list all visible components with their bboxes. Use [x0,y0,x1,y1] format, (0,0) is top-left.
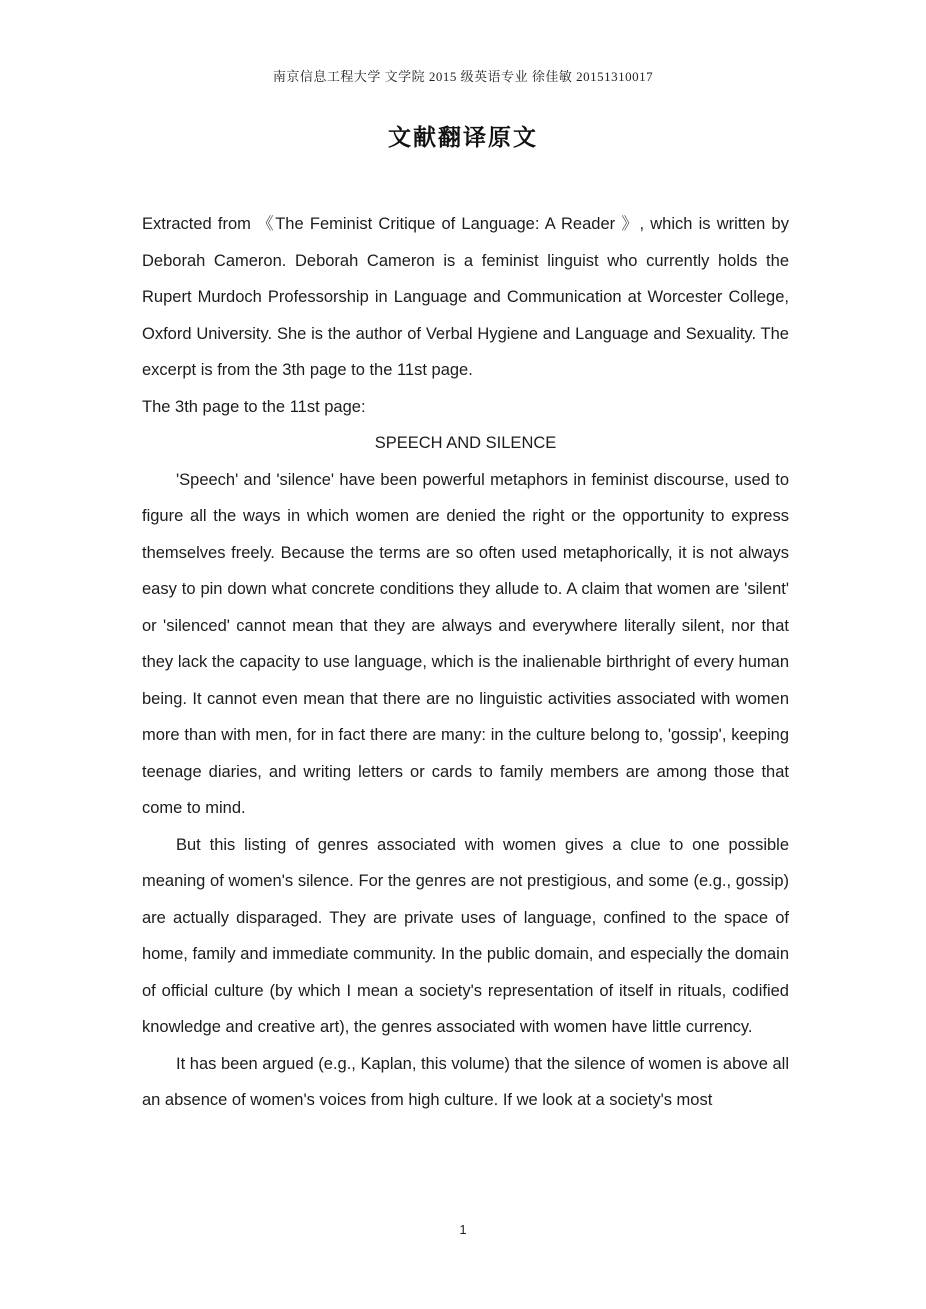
body-paragraph-2: But this listing of genres associated with women gives a clue to one possible meaning of women's silence. For the genres are not prestigious, and some (e.g., gossip) are actually disparaged. They are private uses of language, confined to the space of home, family and immediate community. In the public domain, and especially the domain of official culture (by which I mean a society's representation of itself in rituals, codified knowledge and creative art), the genres associated with women have little currency. [142,835,789,1036]
body-paragraph-1: 'Speech' and 'silence' have been powerful metaphors in feminist discourse, used to figure all the ways in which women are denied the right or the opportunity to express themselves freely. Because the terms are so often used metaphorically, it is not always easy to pin down what concrete conditions they allude to. A claim that women are 'silent' or 'silenced' cannot mean that they are always and everywhere literally silent, nor that they lack the capacity to use language, which is the inalienable birthright of every human being. It cannot even mean that there are no linguistic activities associated with women more than with men, for in fact there are many: in the culture belong to, 'gossip', keeping teenage diaries, and writing letters or cards to family members are among those that come to mind. [142,470,789,817]
body-paragraph-3: It has been argued (e.g., Kaplan, this volume) that the silence of women is above all an absence of women's voices from high culture. If we look at a society's most [142,1054,789,1109]
page-range-line: The 3th page to the 11st page: [142,397,366,416]
document-header: 南京信息工程大学 文学院 2015 级英语专业 徐佳敏 20151310017 [272,69,654,84]
section-heading: SPEECH AND SILENCE [374,434,557,452]
intro-paragraph: Extracted from 《The Feminist Critique of Language: A Reader 》, which is written by Deborah Cameron. Deborah Cameron is a feminist linguist who currently holds the Rupert Murdoch Professorship in Language and Communication at Worcester College, Oxford University. She is the author of Verbal Hygiene and Language and Sexuality. The excerpt is from the 3th page to the 11st page. [142,215,789,379]
document-body [142,206,789,1119]
page-title: 文献翻译原文 [388,125,538,151]
page-number: 1 [459,1222,467,1237]
